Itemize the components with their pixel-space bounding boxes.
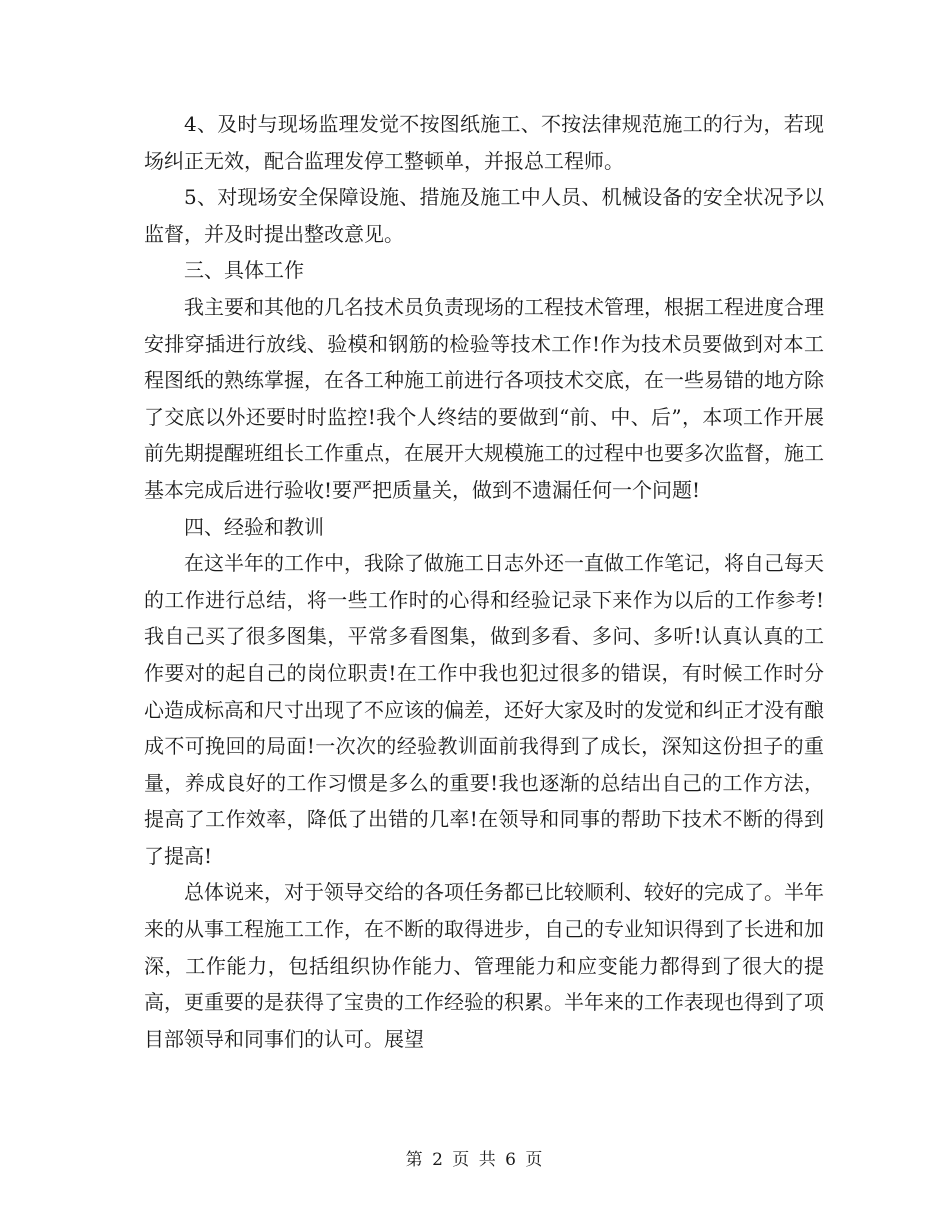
- section-heading-experience: 四、经验和教训: [184, 514, 324, 539]
- paragraph-summary: 总体说来，对于领导交给的各项任务都已比较顺利、较好的完成了。半年来的从事工程施工工作，在不断的取得进步，自己的专业知识得到了长进和加深，工作能力，包括组织协作能力、管理能力和应变能力都得到了很大的提高，更重要的是获得了宝贵的工作经验的积累。半年来的工作表现也得到了项目部领导和同事们的认可。展望: [144, 880, 824, 1051]
- page-number-footer: 第 2 页 共 6 页: [405, 1150, 545, 1170]
- paragraph-specific-work: 我主要和其他的几名技术员负责现场的工程技术管理，根据工程进度合理安排穿插进行放线、验模和钢筋的检验等技术工作!作为技术员要做到对本工程图纸的熟练掌握，在各工种施工前进行各项技术交底，在一些易错的地方除了交底以外还要时时监控!我个人终结的要做到“前、中、后”，本项工作开展前先期提醒班组长工作重点，在展开大规模施工的过程中也要多次监督，施工基本完成后进行验收!要严把质量关，做到不遗漏任何一个问题!: [144, 294, 824, 502]
- document-body: [144, 106, 824, 1057]
- paragraph-item-4: 4、及时与现场监理发觉不按图纸施工、不按法律规范施工的行为，若现场纠正无效，配合监理发停工整顿单，并报总工程师。: [144, 112, 824, 173]
- paragraph-experience: 在这半年的工作中，我除了做施工日志外还一直做工作笔记，将自己每天的工作进行总结，将一些工作时的心得和经验记录下来作为以后的工作参考!我自己买了很多图集，平常多看图集，做到多看、多问、多听!认真认真的工作要对的起自己的岗位职责!在工作中我也犯过很多的错误，有时候工作时分心造成标高和尺寸出现了不应该的偏差，还好大家及时的发觉和纠正才没有酿成不可挽回的局面!一次次的经验教训面前我得到了成长，深知这份担子的重量，养成良好的工作习惯是多么的重要!我也逐渐的总结出自己的工作方法，提高了工作效率，降低了出错的几率!在领导和同事的帮助下技术不断的得到了提高!: [144, 551, 824, 868]
- paragraph-item-5: 5、对现场安全保障设施、措施及施工中人员、机械设备的安全状况予以监督，并及时提出整改意见。: [144, 185, 824, 246]
- section-heading-specific-work: 三、具体工作: [184, 258, 304, 283]
